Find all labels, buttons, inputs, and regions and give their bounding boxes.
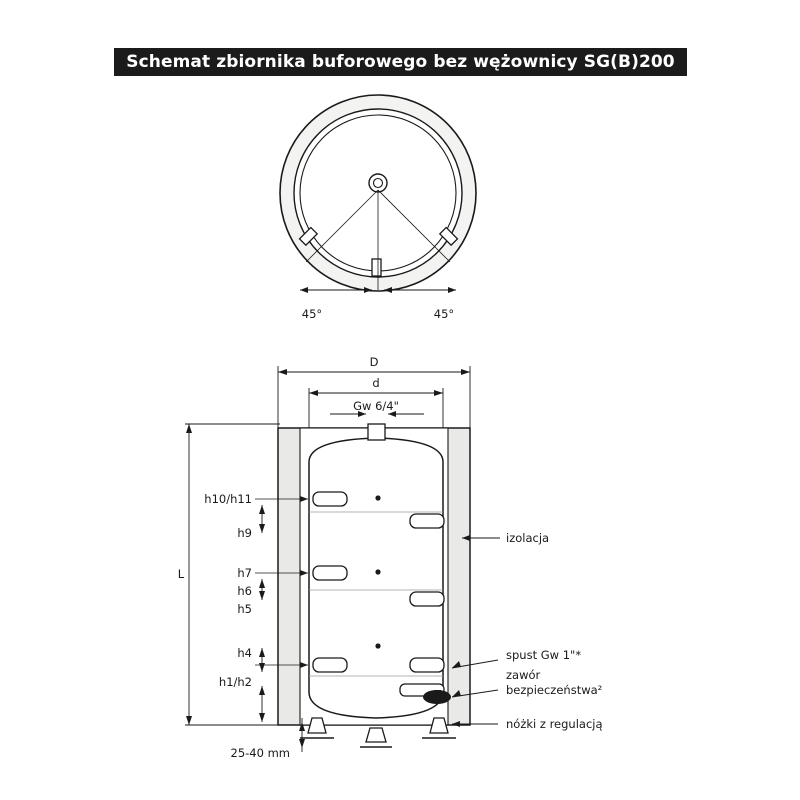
- height-label-h1-h2: h1/h2: [218, 675, 252, 689]
- thread-top-label: Gw 6/4": [353, 399, 399, 413]
- port-right-top: [410, 514, 444, 528]
- port-left-top: [313, 492, 347, 506]
- height-label-h5: h5: [237, 602, 252, 616]
- height-label-h4: h4: [237, 646, 252, 660]
- port-left-mid: [313, 566, 347, 580]
- height-label-h9: h9: [237, 526, 252, 540]
- callout-spust: spust Gw 1"*: [506, 648, 582, 662]
- safety-valve-stem: [434, 690, 441, 696]
- angle-left-label: 45°: [301, 307, 323, 321]
- height-dimension-column: [259, 505, 265, 722]
- dimension-D-label: D: [369, 355, 379, 369]
- port-right-mid: [410, 592, 444, 606]
- callout-nozki: nóżki z regulacją: [506, 717, 603, 731]
- height-label-h7: h7: [237, 566, 252, 580]
- port-left-bottom: [313, 658, 347, 672]
- top-thread-stub: [368, 424, 385, 440]
- foot-center: [366, 728, 386, 742]
- top-view-port-bottom: [372, 259, 381, 276]
- sensor-point-bottom: [375, 643, 380, 648]
- port-right-bottom: [410, 658, 444, 672]
- callout-bezpieczenstwa: bezpieczeństwa²: [506, 683, 603, 697]
- dimension-d-label: d: [372, 376, 380, 390]
- callout-zawor: zawór: [506, 668, 541, 682]
- callout-izolacja: izolacja: [506, 531, 550, 545]
- foot-gap-label: 25-40 mm: [230, 746, 290, 760]
- height-label-h6: h6: [237, 584, 252, 598]
- side-view-group: [178, 355, 603, 760]
- page-title: Schemat zbiornika buforowego bez wężownicy SG(B)200: [114, 48, 687, 76]
- dimension-L-label: L: [177, 567, 185, 581]
- height-label-h10-h11: h10/h11: [204, 492, 252, 506]
- top-view-center-port-inner: [374, 179, 383, 188]
- sensor-point-top: [375, 495, 380, 500]
- sensor-point-mid: [375, 569, 380, 574]
- top-view-group: [280, 95, 476, 321]
- angle-right-label: 45°: [433, 307, 455, 321]
